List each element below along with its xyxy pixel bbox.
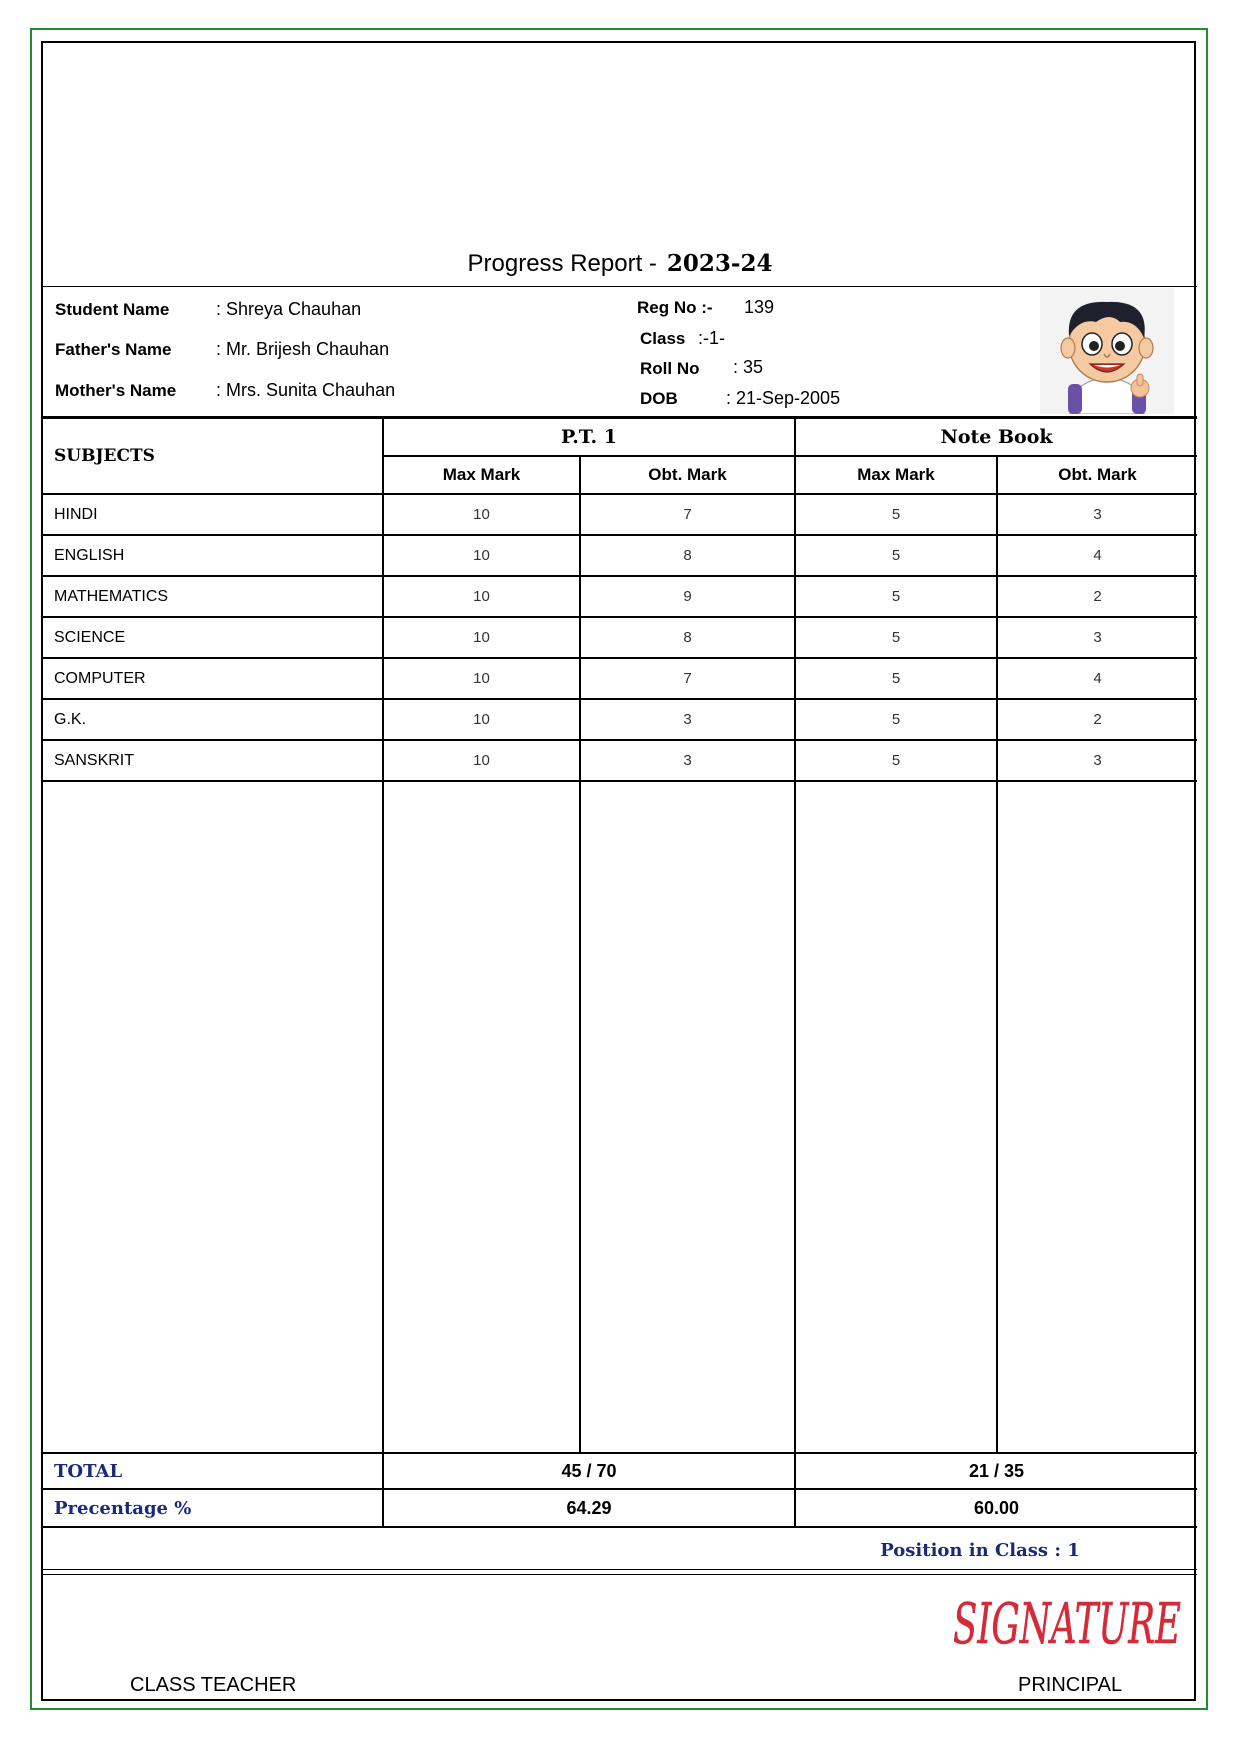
pt1-max-mark: 10 (383, 658, 580, 699)
pt1-obt-mark: 8 (580, 617, 795, 658)
reg-no-value: 139 (744, 297, 775, 317)
dob-value: : 21-Sep-2005 (726, 388, 841, 408)
subject-name: MATHEMATICS (42, 576, 383, 617)
marks-table (42, 417, 1197, 1528)
notebook-obt-mark: 2 (997, 699, 1197, 740)
subject-name: SANSKRIT (42, 740, 383, 781)
class-teacher-label: CLASS TEACHER (130, 1674, 297, 1696)
blank-cell (795, 781, 997, 1453)
pt1-obt-mark: 3 (580, 740, 795, 781)
notebook-max-mark: 5 (795, 576, 997, 617)
father-name-value: : Mr. Brijesh Chauhan (216, 339, 390, 359)
table-row (42, 699, 1197, 740)
report-title-text: Progress Report - (467, 250, 657, 277)
table-row (42, 494, 1197, 535)
title-divider (42, 286, 1197, 287)
pt1-header: P.T. 1 (383, 418, 795, 456)
table-row (42, 658, 1197, 699)
roll-no-label: Roll No (640, 359, 700, 378)
subject-name: HINDI (42, 494, 383, 535)
notebook-max-mark: 5 (795, 699, 997, 740)
student-photo (1040, 288, 1174, 414)
total-row (42, 1453, 1197, 1489)
percentage-label: Precentage % (42, 1489, 383, 1527)
notebook-obt-mark: 4 (997, 535, 1197, 576)
notebook-obt-mark: 3 (997, 617, 1197, 658)
subject-name: G.K. (42, 699, 383, 740)
subject-name: COMPUTER (42, 658, 383, 699)
notebook-max-mark: 5 (795, 535, 997, 576)
notebook-max-mark: 5 (795, 740, 997, 781)
pt1-max-mark: 10 (383, 740, 580, 781)
notebook-max-mark: 5 (795, 658, 997, 699)
blank-cell (42, 781, 383, 1453)
table-row (42, 576, 1197, 617)
table-row (42, 535, 1197, 576)
notebook-obt-mark: 2 (997, 576, 1197, 617)
notebook-obt-mark-header: Obt. Mark (997, 456, 1197, 494)
mother-name-value: : Mrs. Sunita Chauhan (216, 380, 396, 400)
notebook-total: 21 / 35 (795, 1453, 1197, 1489)
pt1-max-mark-header: Max Mark (383, 456, 580, 494)
total-label: TOTAL (42, 1453, 383, 1489)
notebook-max-mark: 5 (795, 617, 997, 658)
notebook-obt-mark: 3 (997, 740, 1197, 781)
notebook-max-mark: 5 (795, 494, 997, 535)
subject-name: SCIENCE (42, 617, 383, 658)
position-divider-2 (42, 1574, 1197, 1575)
class-value: :-1- (698, 328, 725, 348)
svg-text:SIGNATURE: SIGNATURE (953, 1592, 1181, 1657)
mother-name-label: Mother's Name (55, 381, 177, 400)
notebook-header: Note Book (795, 418, 1197, 456)
report-title (0, 250, 1240, 278)
pt1-obt-mark: 7 (580, 494, 795, 535)
father-name-label: Father's Name (55, 340, 172, 359)
pt1-max-mark: 10 (383, 617, 580, 658)
pt1-obt-mark: 3 (580, 699, 795, 740)
subjects-header: SUBJECTS (42, 418, 383, 494)
pt1-percentage: 64.29 (383, 1489, 795, 1527)
pt1-max-mark: 10 (383, 494, 580, 535)
notebook-obt-mark: 3 (997, 494, 1197, 535)
pt1-obt-mark: 8 (580, 535, 795, 576)
notebook-max-mark-header: Max Mark (795, 456, 997, 494)
roll-no-value: : 35 (733, 357, 764, 377)
table-row (42, 617, 1197, 658)
student-name-label: Student Name (55, 300, 170, 319)
pt1-obt-mark: 7 (580, 658, 795, 699)
dob-label: DOB (640, 389, 678, 408)
marks-rows (42, 494, 1197, 1527)
student-name-value: : Shreya Chauhan (216, 299, 362, 319)
principal-signature (948, 1585, 1186, 1663)
pt1-total: 45 / 70 (383, 1453, 795, 1489)
reg-no-label: Reg No :- (637, 298, 713, 317)
blank-cell (580, 781, 795, 1453)
subject-name: ENGLISH (42, 535, 383, 576)
position-divider-1 (42, 1569, 1197, 1570)
blank-cell (383, 781, 580, 1453)
pt1-max-mark: 10 (383, 535, 580, 576)
pt1-max-mark: 10 (383, 576, 580, 617)
pt1-obt-mark-header: Obt. Mark (580, 456, 795, 494)
pt1-obt-mark: 9 (580, 576, 795, 617)
table-row (42, 740, 1197, 781)
percentage-row (42, 1489, 1197, 1527)
report-year: 2023-24 (666, 250, 773, 277)
blank-cell (997, 781, 1197, 1453)
blank-rows-area (42, 781, 1197, 1453)
notebook-percentage: 60.00 (795, 1489, 1197, 1527)
pt1-max-mark: 10 (383, 699, 580, 740)
class-position: Position in Class : 1 (880, 1540, 1080, 1561)
principal-label: PRINCIPAL (1018, 1674, 1123, 1696)
class-label: Class (640, 329, 686, 348)
notebook-obt-mark: 4 (997, 658, 1197, 699)
